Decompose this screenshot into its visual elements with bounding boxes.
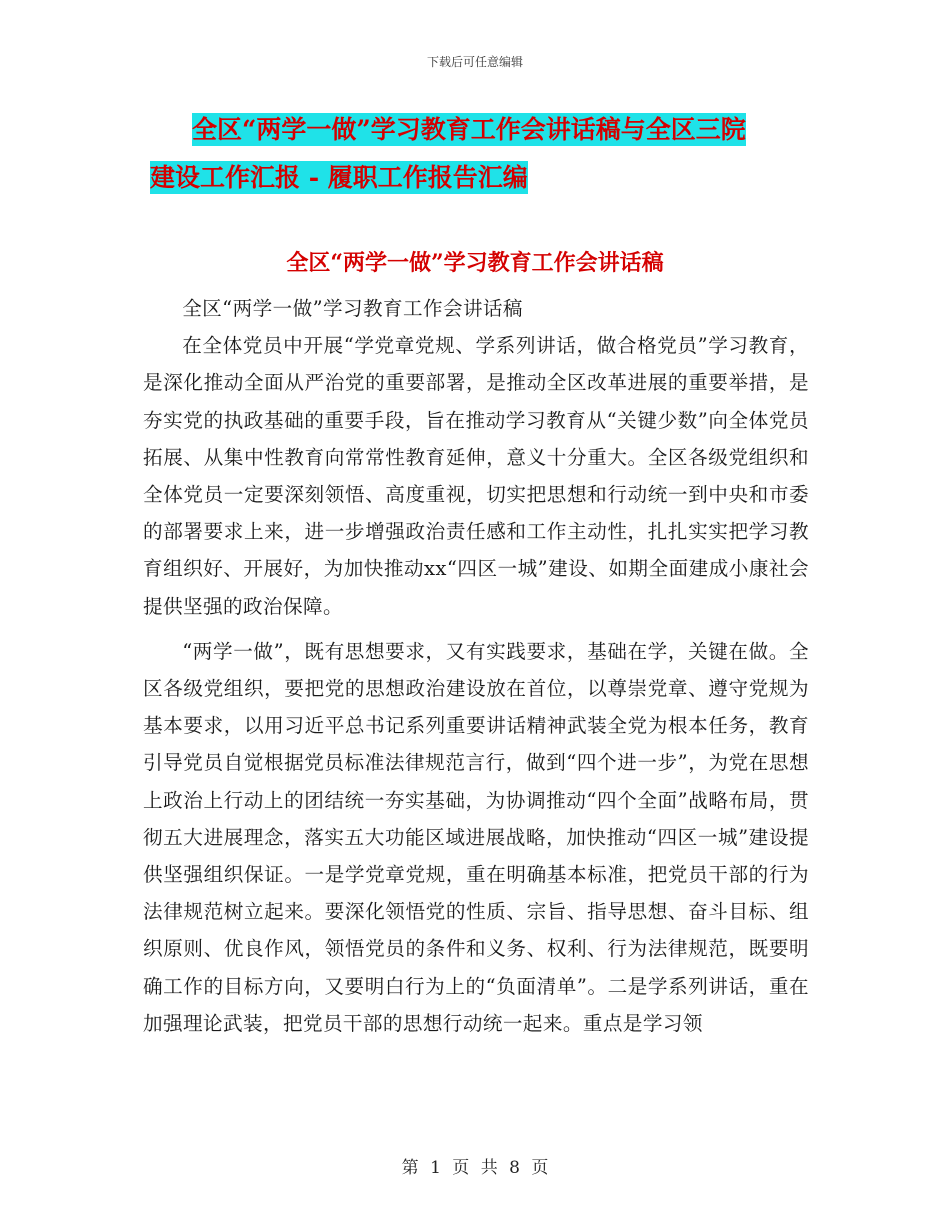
paragraph-2: “两学一做”，既有思想要求，又有实践要求，基础在学，关键在做。全区各级党组织，要把党的思想政治建设放在首位，以尊崇党章、遵守党规为基本要求，以用习近平总书记系列重要讲话精神武装全党为根本任务，教育引导党员自觉根据党员标准法律规范言行，做到“四个进一步”，为党在思想上政治上行动上的团结统一夯实基础，为协调推动“四个全面”战略布局，贯彻五大进展理念，落实五大功能区域进展战略，加快推动“四区一城”建设提供坚强组织保证。一是学党章党规，重在明确基本标准，把党员干部的行为法律规范树立起来。要深化领悟党的性质、宗旨、指导思想、奋斗目标、组织原则、优良作风，领悟党员的条件和义务、权利、行为法律规范，既要明确工作的目标方向，又要明白行为上的“负面清单”。二是学系列讲话，重在加强理论武装，把党员干部的思想行动统一起来。重点是学习领 <box>143 639 809 1035</box>
page-footer: 第 1 页 共 8 页 <box>401 1158 549 1178</box>
document-body <box>143 290 809 1042</box>
title-line-1: 全区“两学一做”学习教育工作会讲话稿与全区三院 <box>192 115 746 144</box>
title-line-2: 建设工作汇报 - 履职工作报告汇编 <box>150 163 528 192</box>
paragraph-subtitle: 全区“两学一做”学习教育工作会讲话稿 <box>182 297 523 320</box>
header-note: 下载后可任意编辑 <box>426 55 523 69</box>
document-title <box>150 106 830 202</box>
section-title: 全区“两学一做”学习教育工作会讲话稿 <box>286 250 664 276</box>
paragraph-1: 在全体党员中开展“学党章党规、学系列讲话，做合格党员”学习教育，是深化推动全面从严治党的重要部署，是推动全区改革进展的重要举措，是夯实党的执政基础的重要手段，旨在推动学习教育从“关键少数”向全体党员拓展、从集中性教育向常常性教育延伸，意义十分重大。全区各级党组织和全体党员一定要深刻领悟、高度重视，切实把思想和行动统一到中央和市委的部署要求上来，进一步增强政治责任感和工作主动性，扎扎实实把学习教育组织好、开展好，为加快推动xx“四区一城”建设、如期全面建成小康社会提供坚强的政治保障。 <box>143 334 809 618</box>
